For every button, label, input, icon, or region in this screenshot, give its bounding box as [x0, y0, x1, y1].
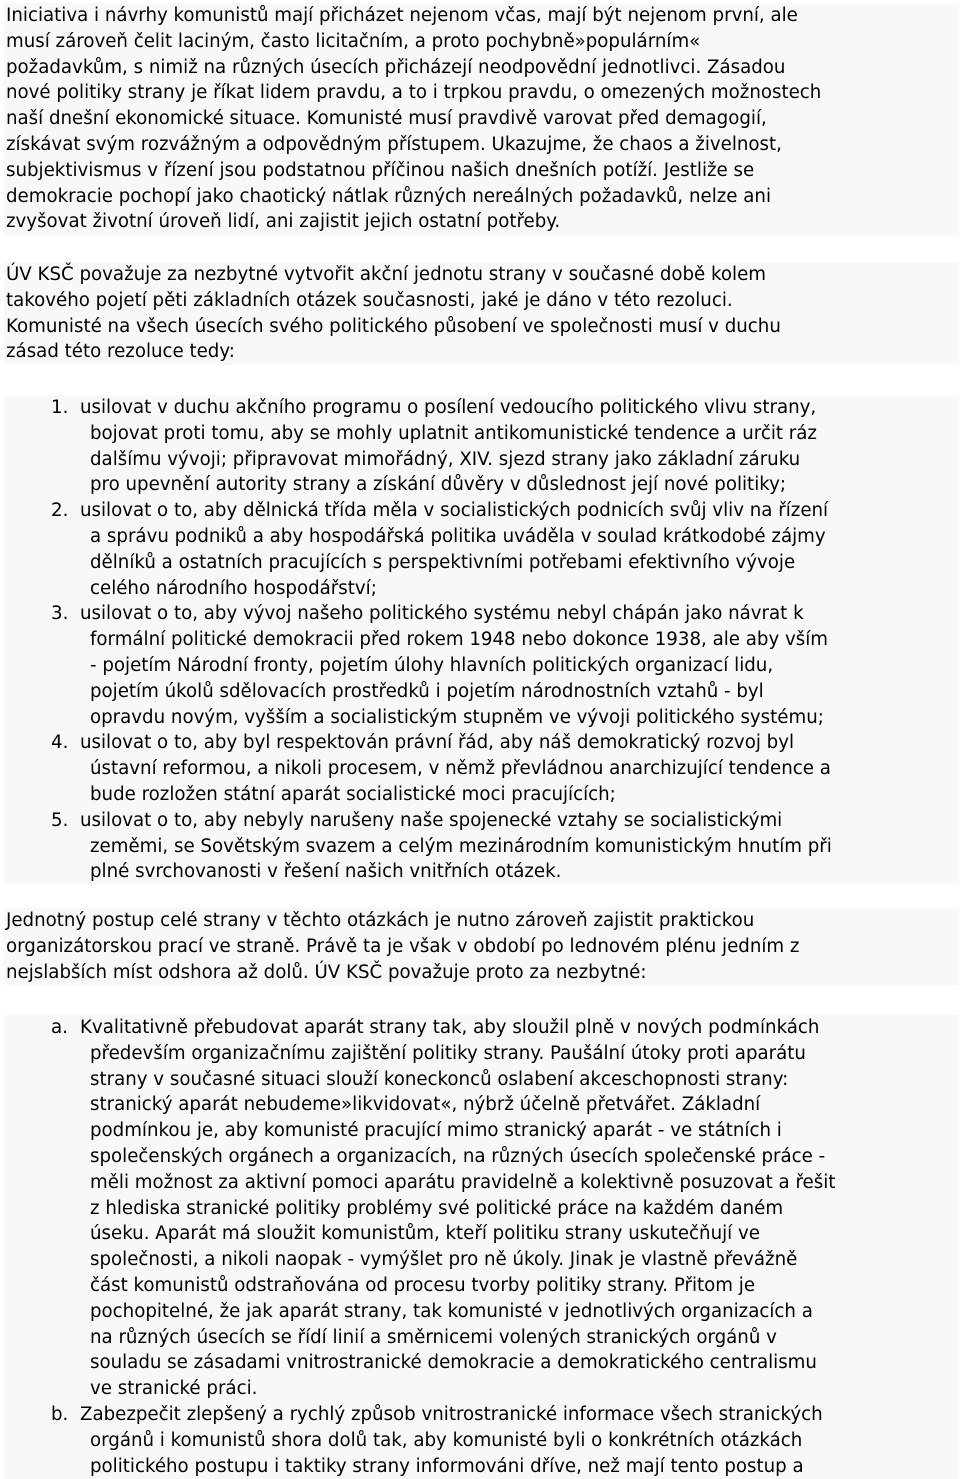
numbered-list [4, 395, 959, 885]
list-item-line: Zabezpečit zlepšený a rychlý způsob vnitrostranické informace všech stranických [80, 1403, 823, 1425]
text-line: získávat svým rozvážným a odpovědným přístupem. Ukazujme, že chaos a živelnost, [6, 133, 782, 155]
text-line: musí zároveň čelit laciným, často licitačním, a proto pochybně»populárním« [6, 30, 701, 52]
list-item-line: usilovat o to, aby byl respektován právní řád, aby náš demokratický rozvoj byl [80, 732, 795, 754]
list-marker: 1. [51, 397, 69, 418]
list-item-line: opravdu novým, vyšším a socialistickým stupněm ve vývoji politického systému; [90, 706, 824, 728]
text-line: zásad této rezoluce tedy: [6, 341, 235, 363]
list-item-line: úseku. Aparát má sloužit komunistům, kteří politiku strany uskutečňují ve [90, 1223, 760, 1245]
list-item-line: dalšímu vývoji; připravovat mimořádný, XIV. sjezd strany jako základní záruku [90, 448, 801, 470]
list-item-line: na různých úsecích se řídí linií a směrnicemi volených stranických orgánů v [90, 1326, 777, 1348]
list-item-line: formální politické demokracii před rokem 1948 nebo dokonce 1938, ale aby vším [90, 629, 828, 651]
lettered-list [4, 1015, 959, 1479]
list-item-line: měli možnost za aktivní pomoci aparátu pravidelně a kolektivně posuzovat a řešit [90, 1171, 836, 1193]
text-line: demokracie pochopí jako chaotický nátlak různých nereálných požadavků, nelze ani [6, 185, 772, 207]
list-item-line: souladu se zásadami vnitrostranické demokracie a demokratického centralismu [90, 1352, 817, 1374]
list-item-line: bude rozložen státní aparát socialistické moci pracujících; [90, 783, 616, 805]
list-item-line: zeměmi, se Sovětským svazem a celým mezinárodním komunistickým hnutím při [90, 835, 832, 857]
list-item-line: politického postupu i taktiky strany informováni dříve, než mají tento postup a [90, 1455, 804, 1477]
list-marker: b. [51, 1403, 69, 1425]
list-item-line: pojetím úkolů sdělovacích prostředků i pojetím národnostních vztahů - byl [90, 680, 764, 702]
text-line: naší dnešní ekonomické situace. Komunisté musí pravdivě varovat před demagogií, [6, 108, 767, 130]
text-line: nejslabších míst odshora až dolů. ÚV KSČ považuje proto za nezbytné: [6, 961, 647, 983]
list-item-line: pro upevnění autority strany a získání důvěry v důslednost její nové politiky; [90, 474, 787, 496]
text-line: subjektivismus v řízení jsou podstatnou příčinou našich dnešních potíží. Jestliže se [6, 159, 755, 181]
list-item [4, 601, 959, 730]
list-item-line: strany v současné situaci slouží koneckonců oslabení akceschopnosti strany: [90, 1068, 789, 1090]
text-line: Jednotný postup celé strany v těchto otázkách je nutno zároveň zajistit praktickou [6, 910, 755, 931]
intro-paragraph [4, 3, 959, 235]
list-item-line: usilovat o to, aby nebyly narušeny naše spojenecké vztahy se socialistickými [80, 809, 783, 831]
list-item [4, 395, 959, 498]
list-item-line: usilovat v duchu akčního programu o posílení vedoucího politického vlivu strany, [80, 397, 817, 418]
list-marker: 4. [51, 732, 69, 754]
list-item-line: usilovat o to, aby dělnická třída měla v socialistických podnicích svůj vliv na řízení [80, 500, 829, 522]
list-item-line: - pojetím Národní fronty, pojetím úlohy hlavních politických organizací lidu, [90, 654, 774, 676]
list-item-line: pochopitelné, že jak aparát strany, tak komunisté v jednotlivých organizacích a [90, 1300, 813, 1322]
list-item [4, 1015, 959, 1402]
list-item-line: stranický aparát nebudeme»likvidovat«, nýbrž účelně přetvářet. Základní [90, 1094, 761, 1116]
text-line: organizátorskou prací ve straně. Právě ta je však v období po lednovém plénu jedním z [6, 935, 800, 957]
list-item-line: z hlediska stranické politiky problémy své politické práce na každém daném [90, 1197, 784, 1219]
list-item-line: usilovat o to, aby vývoj našeho politického systému nebyl chápán jako návrat k [80, 603, 804, 625]
list-item [4, 498, 959, 601]
text-line: takového pojetí pěti základních otázek současnosti, jaké je dáno v této rezoluci. [6, 289, 733, 311]
list-item-line: celého národního hospodářství; [90, 577, 377, 599]
list-item-line: část komunistů odstraňována od procesu tvorby politiky strany. Přitom je [90, 1274, 756, 1296]
list-item-line: ve stranické práci. [90, 1378, 258, 1400]
list-item [4, 730, 959, 807]
text-line: požadavkům, s nimiž na různých úsecích přicházejí neodpovědní jednotlivci. Zásadou [6, 56, 786, 78]
list-item-line: společenských orgánech a organizacích, na různých úsecích společenské práce - [90, 1145, 826, 1167]
organizational-paragraph [4, 908, 959, 985]
list-item-line: a správu podniků a aby hospodářská politika uváděla v soulad krátkodobé zájmy [90, 525, 826, 547]
resolution-paragraph [4, 262, 959, 365]
list-item-line: Kvalitativně přebudovat aparát strany tak, aby sloužil plně v nových podmínkách [80, 1017, 820, 1038]
list-item-line: plné svrchovanosti v řešení našich vnitřních otázek. [90, 861, 562, 883]
list-item-line: bojovat proti tomu, aby se mohly uplatnit antikomunistické tendence a určit ráz [90, 422, 817, 444]
text-line: ÚV KSČ považuje za nezbytné vytvořit akční jednotu strany v současné době kolem [6, 264, 767, 285]
text-line: Iniciativa i návrhy komunistů mají přicházet nejenom včas, mají být nejenom první, ale [6, 5, 798, 26]
list-item-line: dělníků a ostatních pracujících s perspektivními potřebami efektivního vývoje [90, 551, 796, 573]
list-item-line: ústavní reformou, a nikoli procesem, v němž převládnou anarchizující tendence a [90, 758, 831, 780]
list-marker: 3. [51, 603, 69, 625]
list-item [4, 808, 959, 885]
list-marker: 2. [51, 500, 69, 522]
text-line: zvyšovat životní úroveň lidí, ani zajistit jejich ostatní potřeby. [6, 211, 561, 233]
list-item-line: podmínkou je, aby komunisté pracující mimo stranický aparát - ve státních i [90, 1120, 782, 1142]
list-item [4, 1402, 959, 1479]
list-item-line: především organizačnímu zajištění politiky strany. Paušální útoky proti aparátu [90, 1042, 806, 1064]
list-marker: 5. [51, 809, 69, 831]
list-item-line: orgánů i komunistů shora dolů tak, aby komunisté byli o konkrétních otázkách [90, 1429, 803, 1451]
text-line: nové politiky strany je říkat lidem pravdu, a to i trpkou pravdu, o omezených možnostech [6, 82, 822, 104]
text-line: Komunisté na všech úsecích svého politického působení ve společnosti musí v duchu [6, 315, 781, 337]
list-marker: a. [51, 1017, 68, 1038]
list-item-line: společnosti, a nikoli naopak - vymýšlet pro ně úkoly. Jinak je vlastně převážně [90, 1249, 798, 1271]
